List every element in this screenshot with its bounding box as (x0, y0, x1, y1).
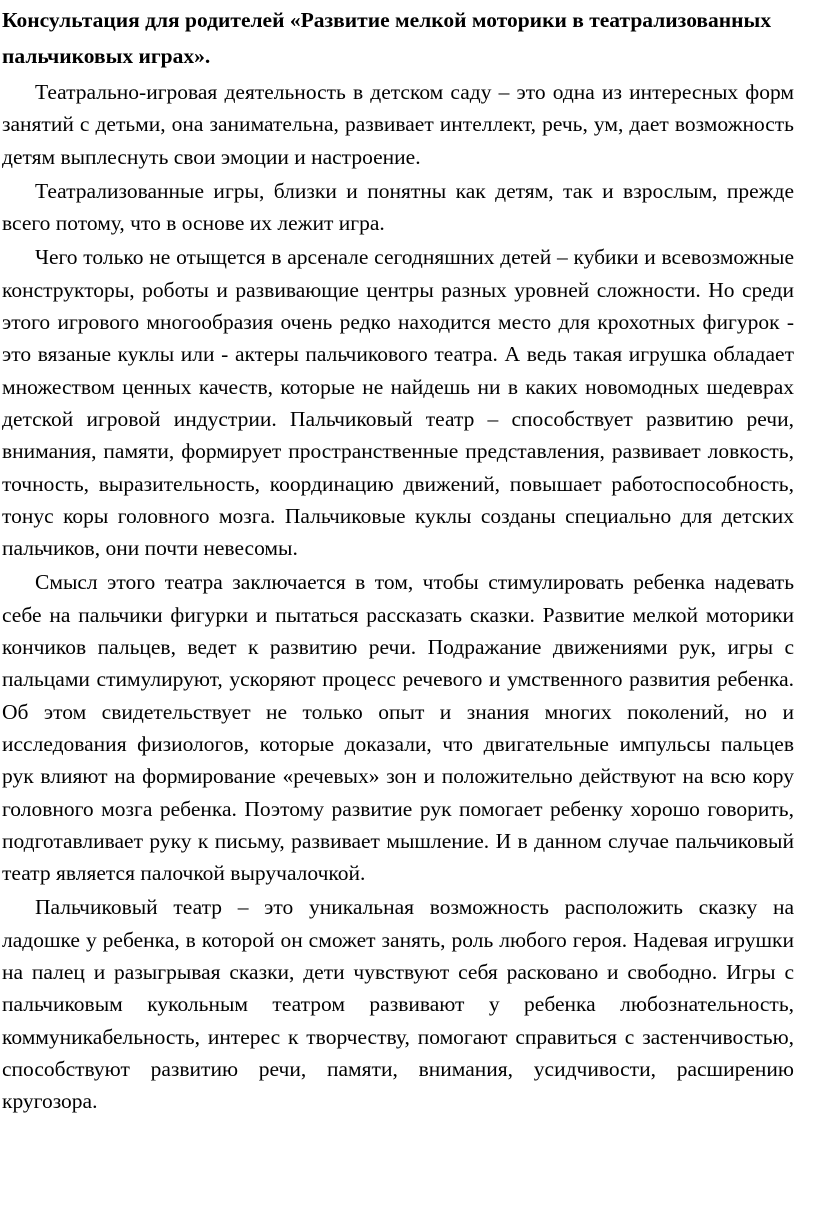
paragraph-theatre-activity: Театрально-игровая деятельность в детском саду – это одна из интересных форм занятий с детьми, она занимательна, развивает интеллект, речь, ум, дает возможность детям выплеснуть свои эмоции и настроение. (2, 80, 794, 169)
paragraph-finger-puppets: Чего только не отыщется в арсенале сегодняшних детей – кубики и всевозможные конструкторы, роботы и развивающие центры разных уровней сложности. Но среди этого игрового многообразия очень редко находится место для крохотных фигурок - это вязаные куклы или - актеры пальчикового театра. А ведь такая игрушка обладает множеством ценных качеств, которые не найдешь ни в каких новомодных шедеврах детской игровой индустрии. Пальчиковый театр – способствует развитию речи, внимания, памяти, формирует пространственные представления, развивает ловкость, точность, выразительность, координацию движений, повышает работоспособность, тонус коры головного мозга. Пальчиковые куклы созданы специально для детских пальчиков, они почти невесомы. (2, 245, 794, 561)
paragraph-fine-motor-skills: Смысл этого театра заключается в том, чтобы стимулировать ребенка надевать себе на пальчики фигурки и пытаться рассказать сказки. Развитие мелкой моторики кончиков пальцев, ведет к развитию речи. Подражание движениями рук, игры с пальцами стимулируют, ускоряют процесс речевого и умственного развития ребенка. Об этом свидетельствует не только опыт и знания многих поколений, но и исследования физиологов, которые доказали, что двигательные импульсы пальцев рук влияют на формирование «речевых» зон и положительно действуют на всю кору головного мозга ребенка. Поэтому развитие рук помогает ребенку хорошо говорить, подготавливает руку к письму, развивает мышление. И в данном случае пальчиковый театр является палочкой выручалочкой. (2, 570, 794, 886)
paragraph-finger-theatre-benefits: Пальчиковый театр – это уникальная возможность расположить сказку на ладошке у ребенка, в которой он сможет занять, роль любого героя. Надевая игрушки на палец и разыгрывая сказки, дети чувствуют себя расковано и свободно. Игры с пальчиковым кукольным театром развивают у ребенка любознательность, коммуникабельность, интерес к творчеству, помогают справиться с застенчивостью, способствуют развитию речи, памяти, внимания, усидчивости, расширению кругозора. (2, 895, 794, 1114)
document-title: Консультация для родителей «Развитие мелкой моторики в театрализованных пальчиковых играх». (2, 8, 772, 68)
paragraph-theatre-games: Театрализованные игры, близки и понятны как детям, так и взрослым, прежде всего потому, что в основе их лежит игра. (2, 178, 794, 236)
